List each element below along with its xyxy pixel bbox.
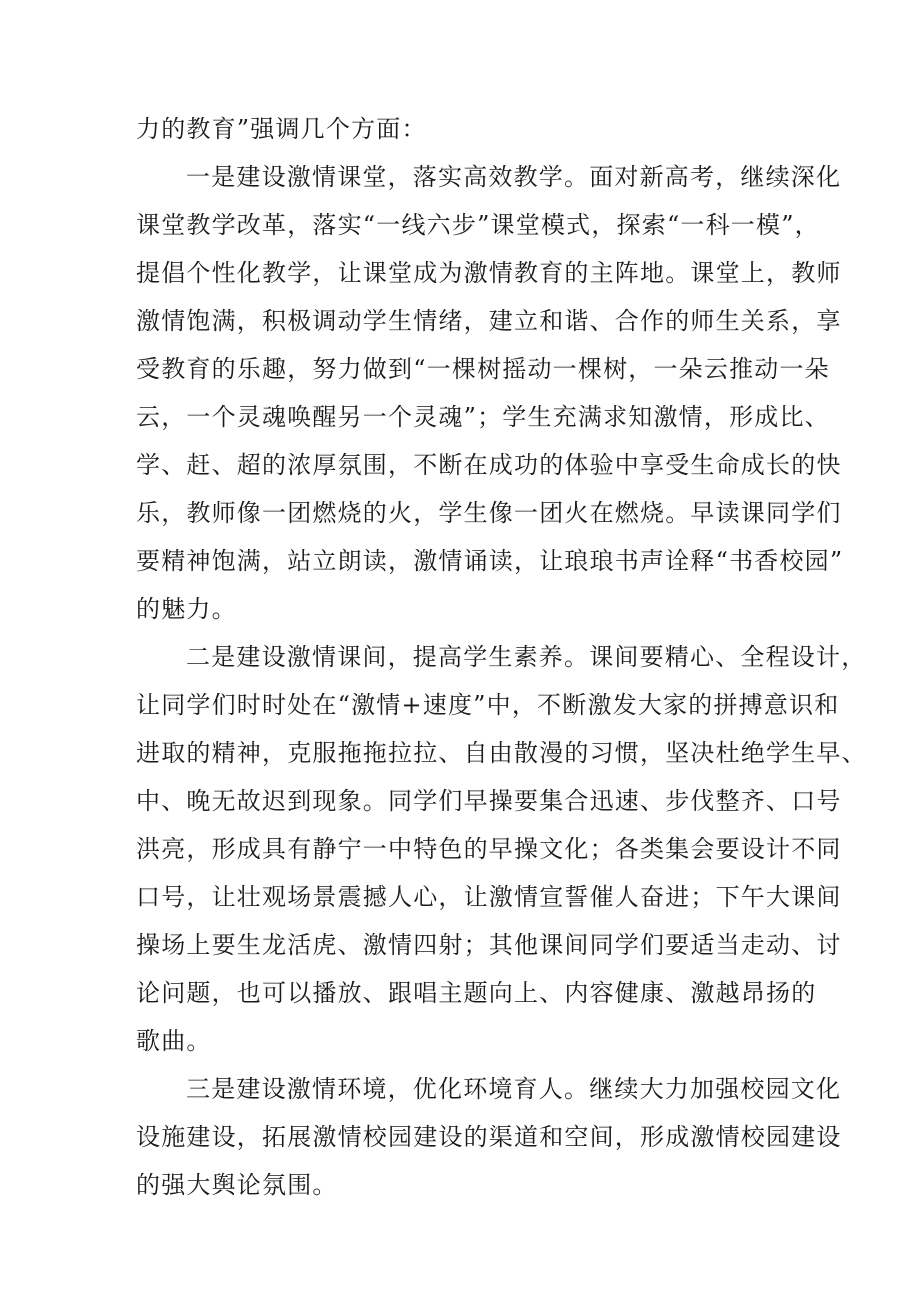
text-line: 乐，教师像一团燃烧的火，学生像一团火在燃烧。早读课同学们 [136,499,842,527]
text-line: 洪亮，形成具有静宁一中特色的早操文化；各类集会要设计不同 [136,835,842,863]
text-line: 歌曲。 [136,1027,212,1055]
text-line: 操场上要生龙活虎、激情四射；其他课间同学们要适当走动、讨 [136,931,842,959]
body-text [136,105,867,1209]
text-line: 的强大舆论氛围。 [136,1171,338,1199]
paragraph-start-line: 一是建设激情课堂，落实高效教学。面对新高考，继续深化 [186,163,842,191]
text-line: 要精神饱满，站立朗读，激情诵读，让琅琅书声诠释“书香校园” [136,547,844,575]
text-line: 口号，让壮观场景震撼人心，让激情宣誓催人奋进；下午大课间 [136,883,842,911]
text-line: 课堂教学改革，落实“一线六步”课堂模式，探索“一科一模”， [136,211,820,239]
text-line: 的魅力。 [136,595,237,623]
text-line: 论问题，也可以播放、跟唱主题向上、内容健康、激越昂扬的 [136,979,817,1007]
text-line: 云，一个灵魂唤醒另一个灵魂”；学生充满求知激情，形成比、 [136,403,830,431]
text-line: 激情饱满，积极调动学生情绪，建立和谐、合作的师生关系，享 [136,307,842,335]
paragraph-start-line: 二是建设激情课间，提高学生素养。课间要精心、全程设计， [186,643,867,671]
text-line: 提倡个性化教学，让课堂成为激情教育的主阵地。课堂上，教师 [136,259,842,287]
paragraph-start-line: 三是建设激情环境，优化环境育人。继续大力加强校园文化 [186,1075,842,1103]
text-line: 进取的精神，克服拖拖拉拉、自由散漫的习惯，坚决杜绝学生早、 [136,739,867,767]
text-line: 设施建设，拓展激情校园建设的渠道和空间，形成激情校园建设 [136,1123,842,1151]
text-line: 力的教育”强调几个方面： [136,115,427,143]
text-line: 让同学们时时处在“激情+速度”中，不断激发大家的拼搏意识和 [136,691,840,719]
text-line: 学、赶、超的浓厚氛围，不断在成功的体验中享受生命成长的快 [136,451,842,479]
text-line: 中、晚无故迟到现象。同学们早操要集合迅速、步伐整齐、口号 [136,787,842,815]
text-line: 受教育的乐趣，努力做到“一棵树摇动一棵树，一朵云推动一朵 [136,355,830,383]
